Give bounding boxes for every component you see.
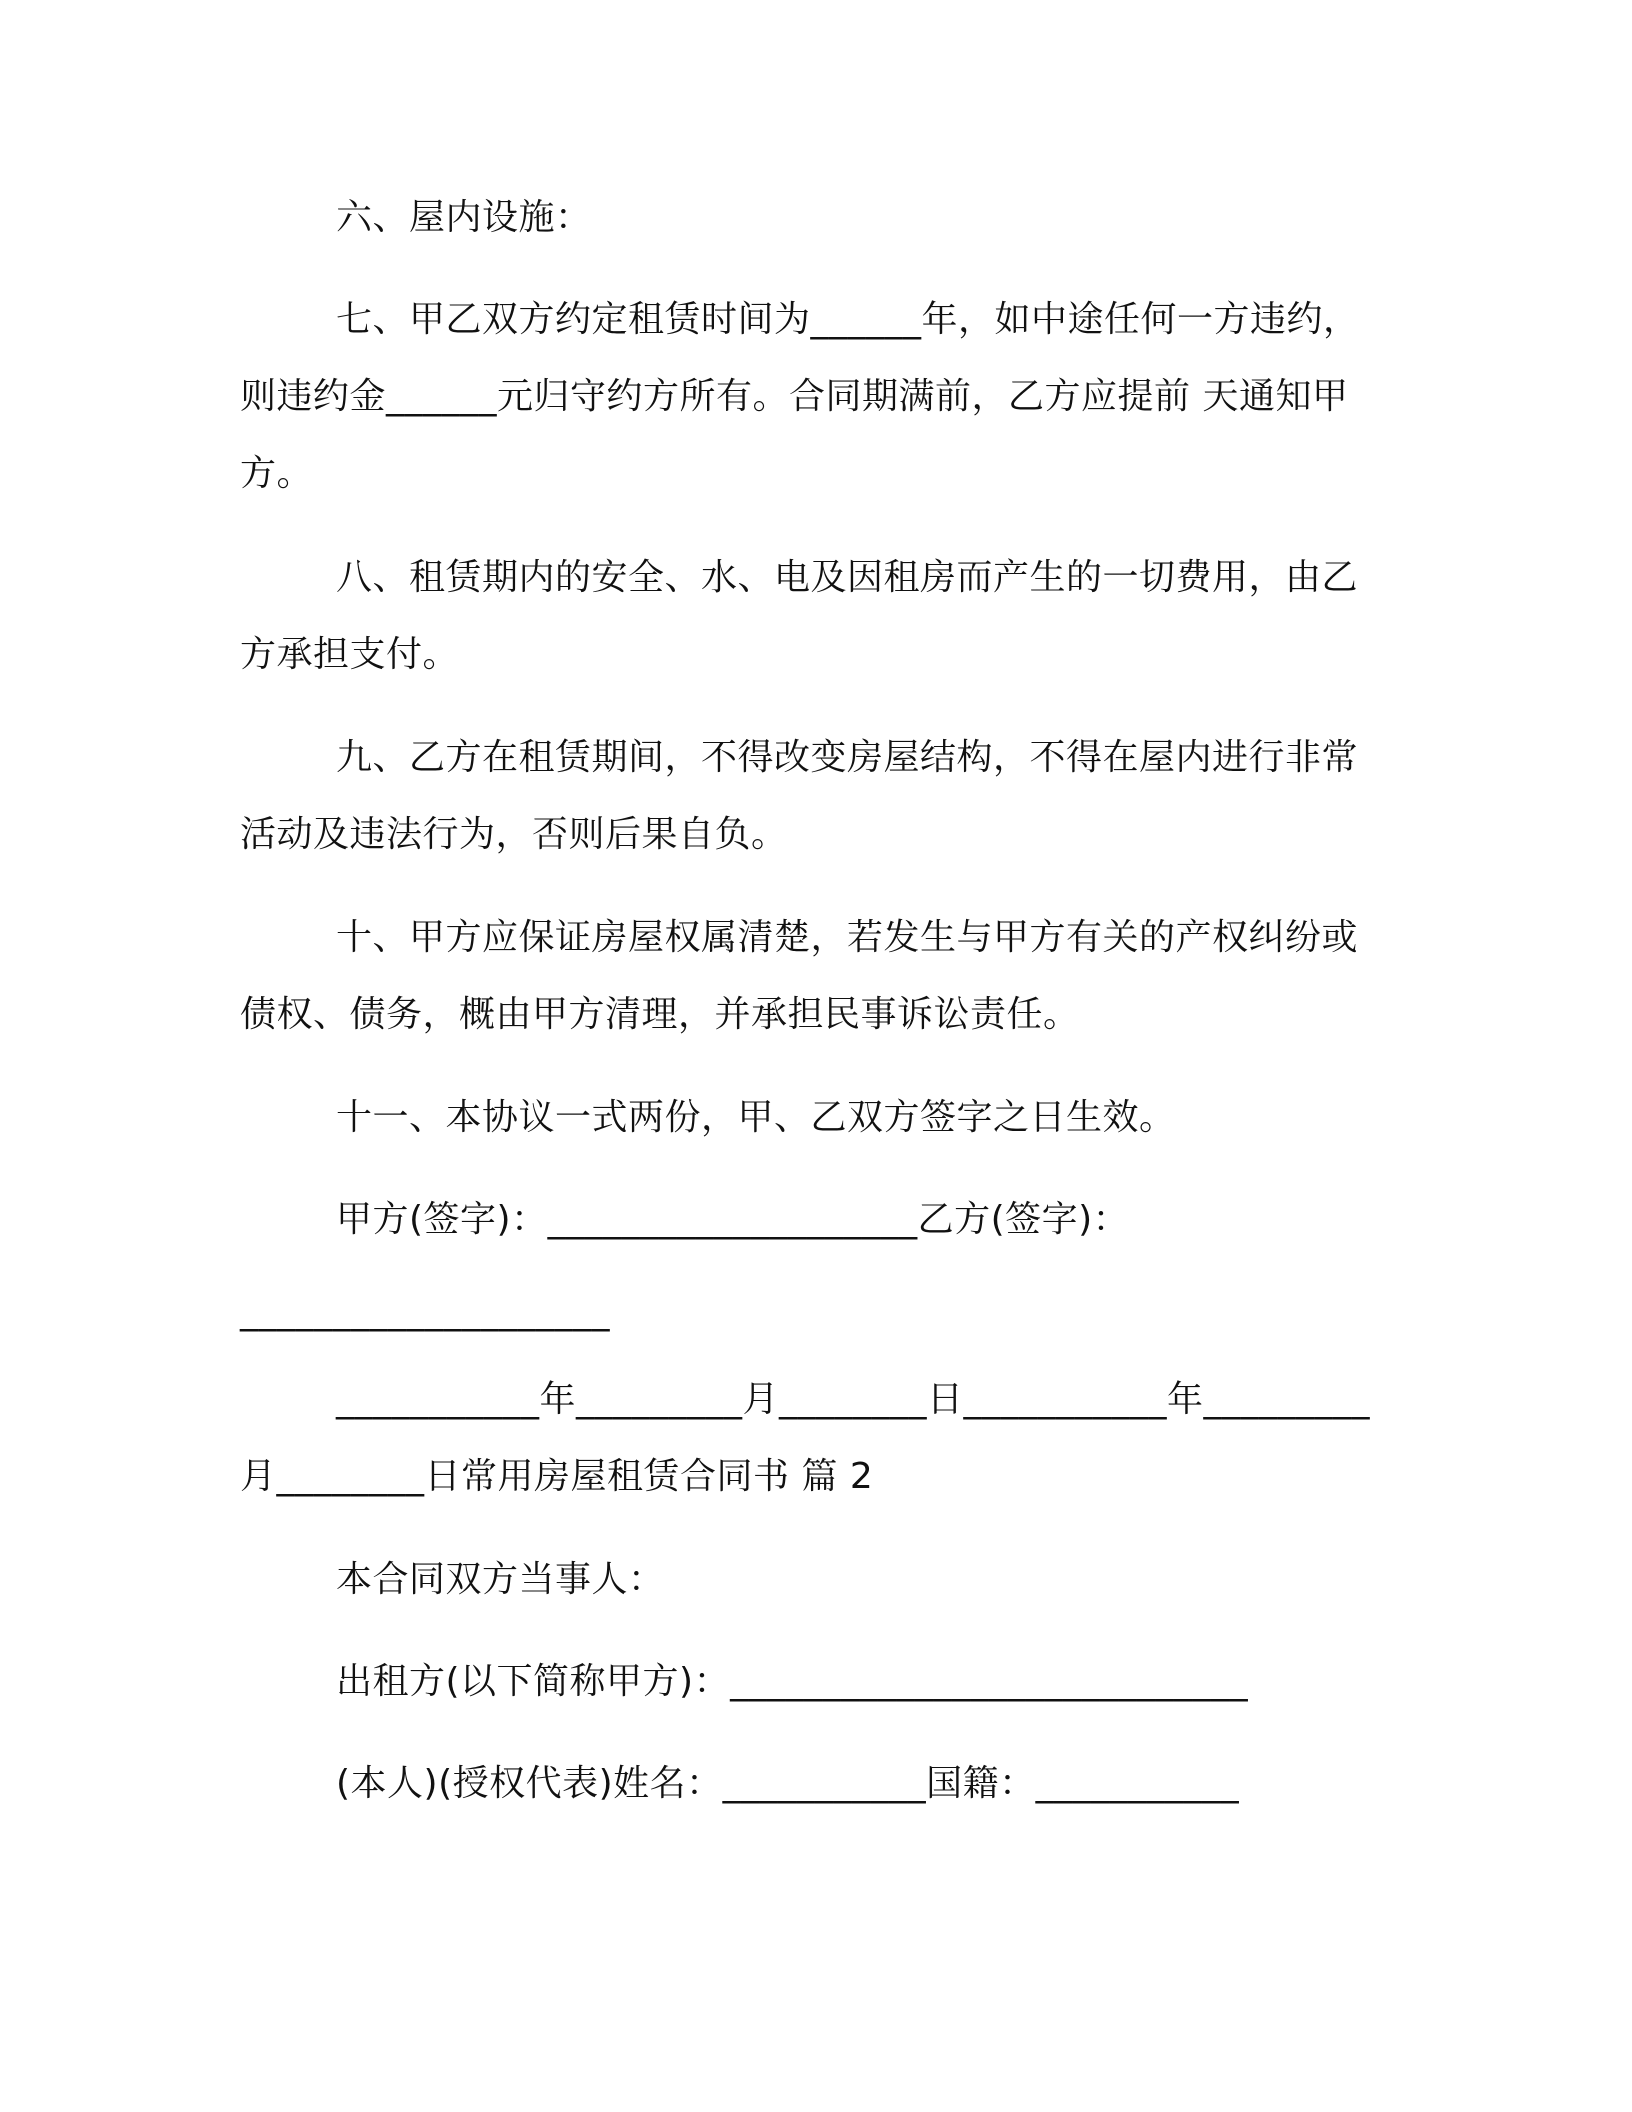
signature-blank: ____________________ xyxy=(240,1291,610,1332)
clause-8-line-1: 八、租赁期内的安全、水、电及因租房而产生的一切费用，由乙 xyxy=(336,557,1359,598)
lessor-line: 出租方(以下简称甲方)：____________________________ xyxy=(336,1661,1249,1702)
clause-7-line-2: 则违约金______元归守约方所有。合同期满前，乙方应提前 天通知甲 xyxy=(240,376,1349,417)
clause-8-line-2: 方承担支付。 xyxy=(240,634,460,675)
date-line-1: ___________年_________月________日___________年_________ xyxy=(336,1379,1370,1420)
signature-line: 甲方(签字)：____________________乙方(签字)： xyxy=(336,1199,1130,1240)
clause-6-heading: 六、屋内设施： xyxy=(336,197,592,238)
parties-heading: 本合同双方当事人： xyxy=(336,1559,665,1600)
clause-9-line-2: 活动及违法行为，否则后果自负。 xyxy=(240,814,788,855)
date-line-2-and-section-title: 月________日常用房屋租赁合同书 篇 2 xyxy=(240,1456,874,1497)
clause-10-line-1: 十、甲方应保证房屋权属清楚，若发生与甲方有关的产权纠纷或 xyxy=(336,917,1359,958)
clause-9-line-1: 九、乙方在租赁期间，不得改变房屋结构，不得在屋内进行非常 xyxy=(336,737,1359,778)
clause-7-line-1: 七、甲乙双方约定租赁时间为______年，如中途任何一方违约， xyxy=(336,299,1360,340)
clause-10-line-2: 债权、债务，概由甲方清理，并承担民事诉讼责任。 xyxy=(240,994,1080,1035)
clause-7-line-3: 方。 xyxy=(240,453,314,494)
representative-line: (本人)(授权代表)姓名：___________国籍：___________ xyxy=(336,1763,1240,1804)
clause-11-line: 十一、本协议一式两份，甲、乙双方签字之日生效。 xyxy=(336,1097,1176,1138)
